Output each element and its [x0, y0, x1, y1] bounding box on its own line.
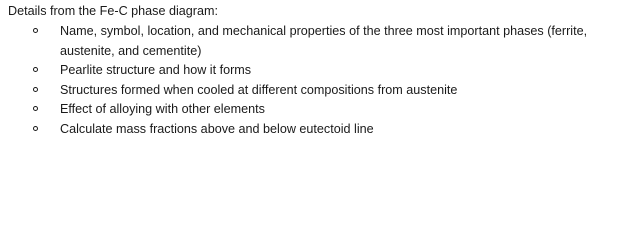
bullet-list [0, 22, 621, 140]
list-item [0, 22, 621, 61]
list-item-text: Effect of alloying with other elements [60, 102, 265, 117]
list-item [0, 100, 621, 120]
hollow-circle-bullet-icon [33, 87, 38, 92]
list-item [0, 61, 621, 81]
list-item [0, 120, 621, 140]
section-heading: Details from the Fe-C phase diagram: [8, 4, 218, 18]
list-item-text: Name, symbol, location, and mechanical properties of the three most important phases (ferrite, austenite, and cementite) [60, 24, 588, 58]
hollow-circle-bullet-icon [33, 126, 38, 131]
list-item [0, 81, 621, 101]
list-item-text: Structures formed when cooled at different compositions from austenite [60, 82, 458, 97]
hollow-circle-bullet-icon [33, 67, 38, 72]
list-item-text: Calculate mass fractions above and below eutectoid line [60, 121, 374, 136]
list-item-text: Pearlite structure and how it forms [60, 63, 252, 78]
hollow-circle-bullet-icon [33, 28, 38, 33]
hollow-circle-bullet-icon [33, 106, 38, 111]
